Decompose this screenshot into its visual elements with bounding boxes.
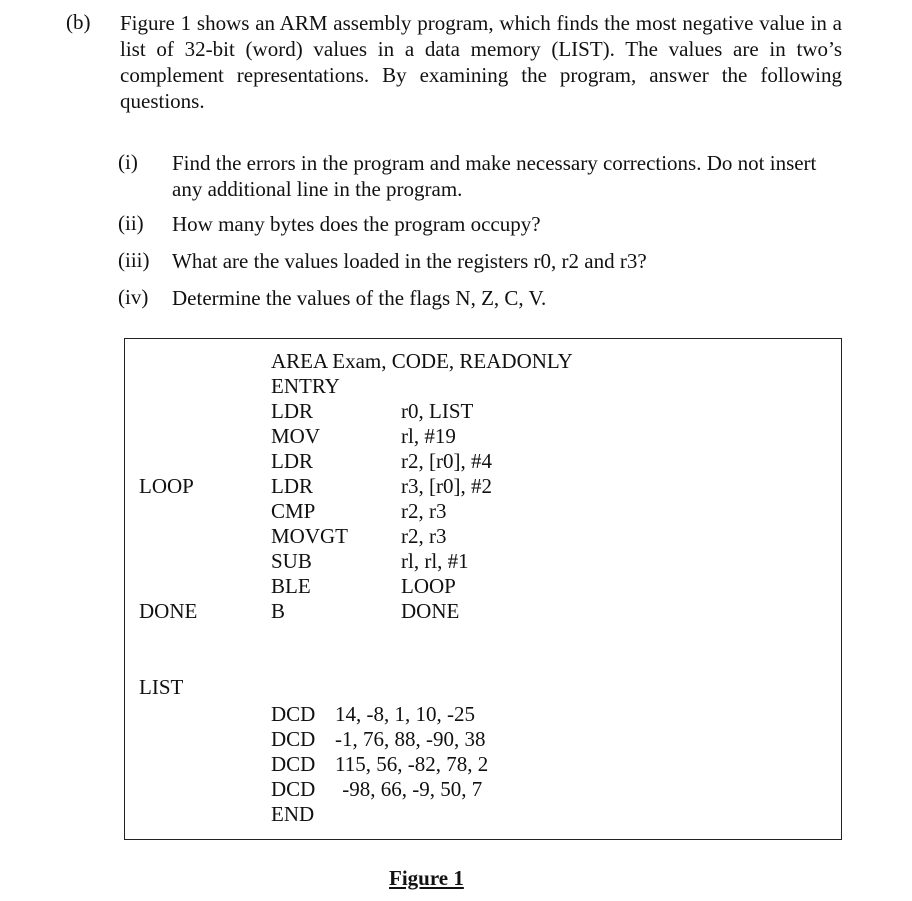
subquestion-text: Determine the values of the flags N, Z, C, V. bbox=[172, 286, 547, 310]
subquestion-number: (i) bbox=[118, 150, 138, 174]
code-label: LOOP bbox=[139, 474, 194, 498]
code-operands: r0, LIST bbox=[401, 399, 474, 423]
code-label: DONE bbox=[139, 599, 198, 623]
code-line: AREA Exam, CODE, READONLY bbox=[271, 349, 573, 373]
code-opcode: LDR bbox=[271, 399, 313, 423]
data-directive: DCD bbox=[271, 777, 316, 801]
data-values: 14, -8, 1, 10, -25 bbox=[335, 702, 475, 726]
code-opcode: BLE bbox=[271, 574, 311, 598]
code-operands: r3, [r0], #2 bbox=[401, 474, 492, 498]
subquestion-text: How many bytes does the program occupy? bbox=[172, 212, 541, 236]
code-opcode: CMP bbox=[271, 499, 316, 523]
code-opcode: SUB bbox=[271, 549, 312, 573]
code-label: LIST bbox=[139, 675, 184, 699]
data-values: 115, 56, -82, 78, 2 bbox=[335, 752, 489, 776]
question-intro: Figure 1 shows an ARM assembly program, which finds the most negative value in a list of 32-bit (word) values in a data memory (LIST). The values are in two’s complement representations. By examining the program, answer the following questions. bbox=[120, 11, 842, 113]
part-label: (b) bbox=[66, 10, 91, 34]
code-operands: LOOP bbox=[401, 574, 456, 598]
code-operands: DONE bbox=[401, 599, 460, 623]
code-operands: rl, #19 bbox=[401, 424, 456, 448]
subquestion-number: (iv) bbox=[118, 285, 149, 309]
data-directive: DCD bbox=[271, 727, 316, 751]
code-operands: r2, r3 bbox=[401, 499, 447, 523]
code-opcode: LDR bbox=[271, 474, 313, 498]
code-operands: r2, r3 bbox=[401, 524, 447, 548]
code-opcode: MOVGT bbox=[271, 524, 348, 548]
code-opcode: MOV bbox=[271, 424, 321, 448]
code-opcode: B bbox=[271, 599, 286, 623]
subquestion-number: (ii) bbox=[118, 211, 144, 235]
program-listing bbox=[124, 338, 842, 840]
figure-caption: Figure 1 bbox=[389, 866, 464, 890]
code-opcode: LDR bbox=[271, 449, 313, 473]
subquestion-number: (iii) bbox=[118, 248, 150, 272]
data-values: -98, 66, -9, 50, 7 bbox=[337, 777, 483, 801]
subquestion-text: Find the errors in the program and make necessary corrections. Do not insert any additional line in the program. bbox=[172, 151, 817, 201]
data-directive: DCD bbox=[271, 752, 316, 776]
code-operands: r2, [r0], #4 bbox=[401, 449, 492, 473]
code-operands: rl, rl, #1 bbox=[401, 549, 469, 573]
subquestion-text: What are the values loaded in the registers r0, r2 and r3? bbox=[172, 249, 647, 273]
data-directive: DCD bbox=[271, 702, 316, 726]
data-values: -1, 76, 88, -90, 38 bbox=[335, 727, 486, 751]
code-end: END bbox=[271, 802, 315, 826]
code-line: ENTRY bbox=[271, 374, 340, 398]
